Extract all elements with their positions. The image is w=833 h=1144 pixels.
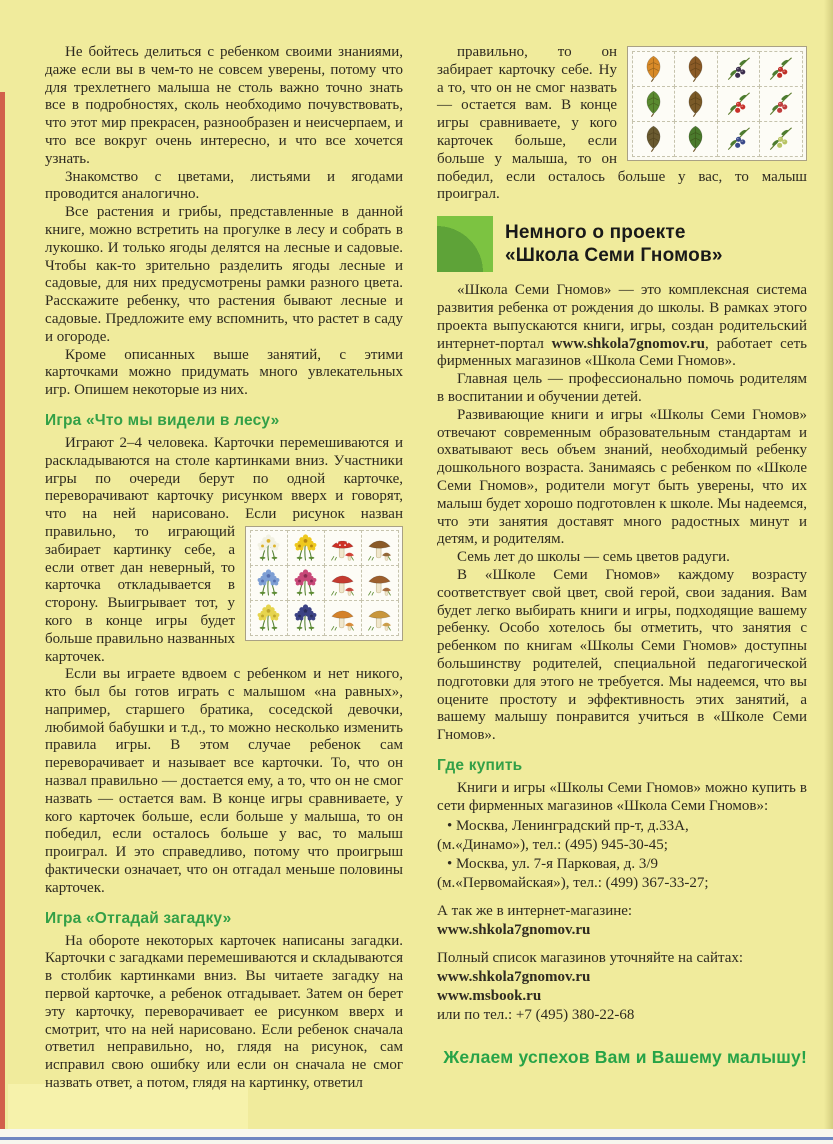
full-list-block — [437, 949, 807, 1025]
online-store-url: www.shkola7gnomov.ru — [437, 922, 591, 939]
game1-heading: Игра «Что мы видели в лесу» — [45, 411, 280, 429]
online-store-label: А так же в интернет-магазине: — [437, 903, 633, 920]
page-edge-shadow — [824, 0, 833, 1144]
phone-line: или по тел.: +7 (495) 380-22-68 — [437, 1007, 635, 1024]
green-square-logo-icon — [437, 216, 493, 272]
leaves-berries-cards-image — [627, 46, 807, 161]
left-column — [45, 44, 403, 1093]
paragraph-plants-forest-garden: Все растения и грибы, представленные в данной книге, можно встретить на прогулке в лесу и собрать в лукошко. И только ягоды делятся на лесные и садовые. Чтобы как-то зрительно разделить ягоды лесные и садовые, для них предусмотрены рамки разного цвета. Расскажите ребенку, что растения бывают лесные и садовые. Предложите ему вспомнить, что растет в саду и огороде. — [45, 204, 403, 345]
card-bluebell-icon — [250, 565, 288, 601]
store-address-line: • Москва, ул. 7-я Парковая, д. 3/9 — [447, 856, 659, 873]
card-boletus-icon — [361, 530, 399, 566]
card-gooseberry-icon — [759, 121, 803, 157]
store-phone-line: (м.«Первомайская»), тел.: (499) 367-33-27; — [437, 875, 709, 892]
game2-continuation-text: правильно, то он забирает карточку себе. Ну а то, что он не смог назвать — остается вам. В конце игры сравниваете, у кого карточек больше, если больше у малыша, то он победил, если осталось больше у вас, то малыш проиграл. — [437, 44, 807, 203]
project-portal-url: www.shkola7gnomov.ru — [551, 335, 706, 352]
project-paragraph-1 — [437, 282, 807, 371]
site-url-1: www.shkola7gnomov.ru — [437, 969, 591, 986]
card-chestnut-leaf-icon — [674, 121, 718, 157]
paragraph-more-games: Кроме описанных выше занятий, с этими карточками можно придумать много увлекательных игр. Опишем некоторые из них. — [45, 346, 403, 399]
game2-heading: Игра «Отгадай загадку» — [45, 909, 232, 927]
card-brown-mushroom-icon — [361, 565, 399, 601]
card-red-currant-icon — [759, 86, 803, 122]
project-text-pre: «Школа Семи Гномов» — это комплексная система развития ребенка от рождения до школы. В рамках этого проекта выпускаются книги, игры, создан родительский интернет-портал — [437, 282, 807, 352]
book-spine-stripe — [0, 92, 5, 1132]
store-phone-line: (м.«Динамо»), тел.: (495) 945-30-45; — [437, 837, 668, 854]
card-fly-agaric-icon — [324, 530, 362, 566]
bottom-blue-line — [0, 1137, 833, 1140]
game1-two-player-paragraph: Если вы играете вдвоем с ребенком и нет никого, кто был бы готов играть с малышом «на равных», например, старшего братика, соседской девочки, любимой бабушки и т.д., то можно несколько изменить правила игры. В этом случае ребенок сам переворачивает и называет все карточки. То, что он назвал правильно — достается ему, а то, что он не смог назвать — остается вам. В конце игры сравниваете, у кого карточек больше, если больше у малыша, то он победил, если осталось больше у вас, то малыш проиграл. И это справедливо, потому что проигрыш фактически означает, что он отгадал меньше половины карточек. — [45, 666, 403, 896]
slogan: Желаем успехов Вам и Вашему малышу! — [443, 1047, 807, 1068]
card-wild-strawberry-icon — [759, 51, 803, 87]
full-list-label: Полный список магазинов уточняйте на сайтах: — [437, 950, 744, 967]
intro-paragraph: Не бойтесь делиться с ребенком своими знаниями, даже если вы в чем-то не совсем уверены, потому что для трехлетнего малыша не столь важно точно знать все в подробностях, сколь необходимо почувствовать, что этот мир прекрасен, разнообразен и неисчерпаем, и что все вокруг очень интересно, и что все хочется узнать. — [45, 44, 403, 167]
site-url-2: www.msbook.ru — [437, 988, 542, 1005]
card-rowan-leaf-icon — [674, 86, 718, 122]
right-column — [437, 44, 807, 1068]
card-carnation-icon — [287, 565, 325, 601]
game2-continuation-paragraph — [437, 44, 807, 204]
card-honey-agaric-icon — [361, 600, 399, 636]
project-header — [437, 216, 807, 272]
card-buttercup-icon — [287, 530, 325, 566]
store-address-line: • Москва, Ленинградский пр-т, д.33А, — [447, 818, 689, 835]
game2-paragraph: На обороте некоторых карточек написаны загадки. Карточки с загадками перемешиваются и складываются в столбик картинками вниз. Вы читаете загадку на первой карточке, а ребенок отгадывает. Затем он берет эту карточку, переворачивает ее рисунком вверх и смотрит, что на ней нарисовано. Если ребенок сначала ответил неправильно, но, глядя на рисунок, сам исправил свою ошибку или если он сначала не смог назвать ответ, а потом, глядя на картинку, ответил — [45, 932, 403, 1092]
card-bird-cherry-icon — [717, 51, 761, 87]
card-daisy-icon — [250, 530, 288, 566]
card-cornflower-icon — [287, 600, 325, 636]
where-to-buy-heading: Где купить — [437, 756, 523, 774]
where-to-buy-intro: Книги и игры «Школы Семи Гномов» можно купить в сети фирменных магазинов «Школа Семи Гномов»: — [437, 779, 807, 814]
card-birch-leaf-icon — [632, 86, 676, 122]
game1-paragraph — [45, 435, 403, 666]
project-title-line1: Немного о проекте — [505, 222, 686, 244]
paragraph-flowers-leaves-berries: Знакомство с цветами, листьями и ягодами проводится аналогично. — [45, 168, 403, 203]
game1-text-after-image: то играющий забирает картинку себе, а если ответ дан неверный, то карточка откладывается в сторону. Выигрывает тот, у кого в конце игры будет больше правильно названных карточек. — [45, 523, 235, 665]
card-dandelion-icon — [250, 600, 288, 636]
card-chanterelle-icon — [324, 600, 362, 636]
project-paragraph-ages: В «Школе Семи Гномов» каждому возрасту соответствует свой цвет, свой герой, свои задания. Вам будет легко выбирать книги и игры, подходящие вашему ребенку. Особо хотелось бы отметить, что занятия с ребенком по книгам «Школы Семи Гномов» доступны большинству родителей, специальной педагогической подготовки для этого не требуется. Мы надеемся, что вы оцените простоту и эффективность этих занятий, а вашему малышу понравится учиться в «Школе Семи Гномов». — [437, 566, 807, 744]
game1-text-before-image: Играют 2–4 человека. Карточки перемешиваются и раскладываются на столе картинками вниз. Участники игры по очереди берут по одной карточке, переворачивают карточку рисунком вверх и говорят, что на ней нарисовано. Если рисунок назван правильно, — [45, 434, 403, 540]
card-alder-leaf-icon — [632, 121, 676, 157]
project-paragraph-goal: Главная цель — профессионально помочь родителям в воспитании и обучении детей. — [437, 371, 807, 405]
forest-cards-image — [245, 526, 403, 641]
store-address-list — [437, 817, 807, 893]
card-maple-leaf-icon — [632, 51, 676, 87]
card-blueberry-icon — [717, 121, 761, 157]
project-paragraph-books: Развивающие книги и игры «Школы Семи Гномов» отвечают современным образовательным стандартам и охватывают весь объем знаний, необходимый ребенку дошкольного возраста. Занимаясь с ребенком по «Школе Семи Гномов», родители могут быть уверены, что их малыш будет хорошо подготовлен к школе. Мы надеемся, что эти занятия доставят много радостных минут и детям, и родителям. — [437, 406, 807, 548]
project-title-line2: «Школа Семи Гномов» — [505, 245, 723, 267]
project-title — [505, 221, 723, 267]
online-store-block — [437, 902, 807, 940]
card-strawberry-icon — [717, 86, 761, 122]
project-paragraph-rainbow: Семь лет до школы — семь цветов радуги. — [457, 549, 730, 566]
card-russula-icon — [324, 565, 362, 601]
card-oak-leaf-icon — [674, 51, 718, 87]
project-text-post: , работает сеть фирменных магазинов «Школа Семи Гномов». — [437, 335, 807, 370]
